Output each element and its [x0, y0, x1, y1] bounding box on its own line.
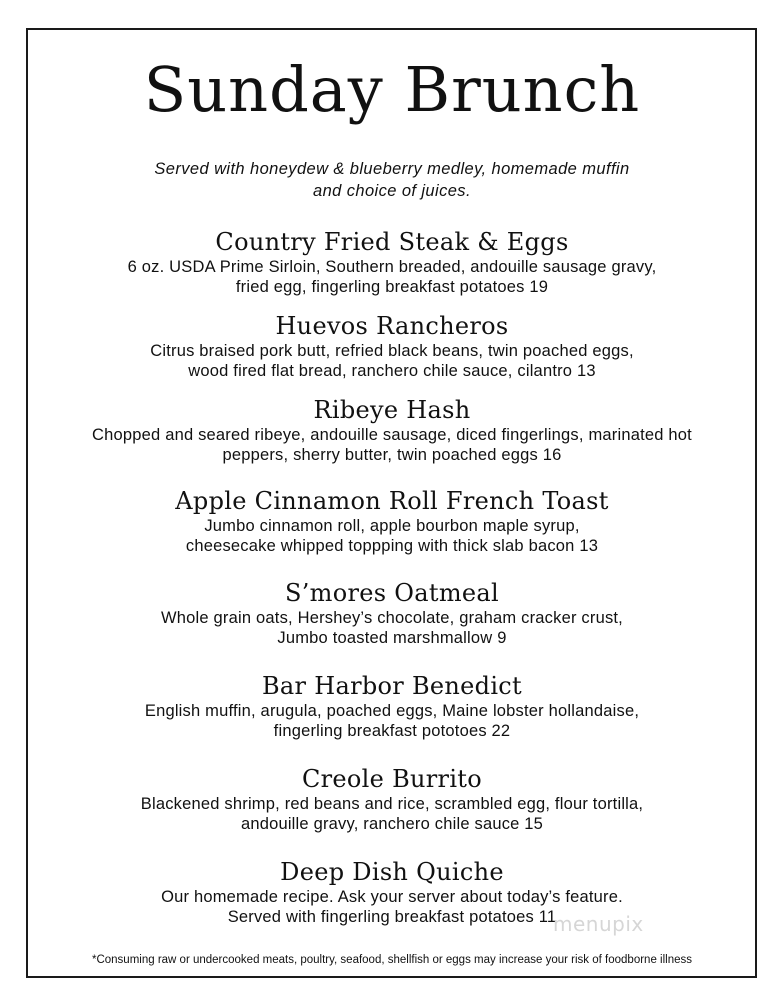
item-description: [0, 425, 784, 465]
item-name: Creole Burrito: [301, 765, 482, 793]
item-desc-line: Served with fingerling breakfast potatoes 11: [227, 908, 557, 926]
item-name: Ribeye Hash: [313, 396, 471, 424]
menu-item-huevos-rancheros: [0, 311, 784, 381]
item-desc-line: Jumbo cinnamon roll, apple bourbon maple syrup,: [204, 517, 580, 535]
menu-item-country-fried-steak: [0, 227, 784, 297]
item-desc-line: Jumbo toasted marshmallow 9: [277, 629, 507, 647]
subtitle-line: Served with honeydew & blueberry medley, homemade muffin: [154, 160, 630, 178]
menu-item-deep-dish-quiche: [0, 857, 784, 927]
watermark: menupix: [553, 912, 644, 936]
item-desc-line: Whole grain oats, Hershey’s chocolate, graham cracker crust,: [161, 609, 623, 627]
item-desc-line: fried egg, fingerling breakfast potatoes 19: [235, 278, 549, 296]
item-description: [0, 794, 784, 834]
item-description: [0, 701, 784, 741]
item-desc-line: Citrus braised pork butt, refried black beans, twin poached eggs,: [150, 342, 634, 360]
menu-item-creole-burrito: [0, 764, 784, 834]
menu-item-smores-oatmeal: [0, 578, 784, 648]
item-desc-line: andouille gravy, ranchero chile sauce 15: [240, 815, 544, 833]
item-desc-line: cheesecake whipped toppping with thick slab bacon 13: [185, 537, 599, 555]
menu-title: Sunday Brunch: [143, 53, 641, 126]
item-description: [0, 887, 784, 927]
item-description: [0, 341, 784, 381]
item-description: [0, 516, 784, 556]
item-description: [0, 608, 784, 648]
item-name: Bar Harbor Benedict: [262, 672, 522, 700]
menu-item-french-toast: [0, 486, 784, 556]
item-desc-line: fingerling breakfast pototoes 22: [273, 722, 511, 740]
item-desc-line: Blackened shrimp, red beans and rice, scrambled egg, flour tortilla,: [140, 795, 644, 813]
menu-subtitle: [0, 158, 784, 202]
item-name: Country Fried Steak & Eggs: [215, 228, 569, 256]
item-desc-line: Chopped and seared ribeye, andouille sausage, diced fingerlings, marinated hot: [92, 426, 692, 444]
item-description: [0, 257, 784, 297]
item-name: Huevos Rancheros: [275, 312, 509, 340]
menu-item-bar-harbor-benedict: [0, 671, 784, 741]
item-desc-line: peppers, sherry butter, twin poached eggs 16: [222, 446, 562, 464]
food-safety-footnote: *Consuming raw or undercooked meats, poultry, seafood, shellfish or eggs may increase your risk of foodborne illness: [91, 954, 692, 966]
item-name: Apple Cinnamon Roll French Toast: [175, 487, 609, 515]
item-name: Deep Dish Quiche: [280, 858, 504, 886]
item-desc-line: Our homemade recipe. Ask your server about today’s feature.: [161, 888, 623, 906]
item-desc-line: wood fired flat bread, ranchero chile sauce, cilantro 13: [188, 362, 596, 380]
item-desc-line: English muffin, arugula, poached eggs, Maine lobster hollandaise,: [144, 702, 640, 720]
item-name: S’mores Oatmeal: [285, 579, 499, 607]
subtitle-line: and choice of juices.: [313, 182, 471, 200]
menu-item-ribeye-hash: [0, 395, 784, 465]
item-desc-line: 6 oz. USDA Prime Sirloin, Southern breaded, andouille sausage gravy,: [127, 258, 657, 276]
